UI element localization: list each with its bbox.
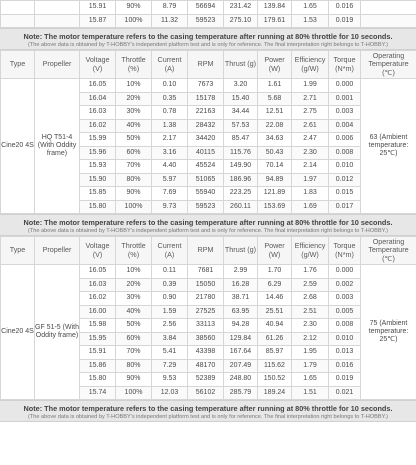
data-cell: 1.95	[292, 346, 329, 360]
data-cell: 40.94	[258, 319, 292, 333]
data-cell: 1.79	[292, 359, 329, 373]
data-cell: 15.91	[80, 346, 116, 360]
data-cell: 20%	[116, 92, 152, 106]
data-cell: 40115	[188, 146, 224, 160]
data-cell: 15.86	[80, 359, 116, 373]
data-cell: 0.019	[329, 373, 361, 387]
data-cell: 0.78	[152, 106, 188, 120]
data-cell: 9.73	[152, 200, 188, 214]
column-header: Power (W)	[258, 51, 292, 79]
note-main-text: Note: The motor temperature refers to the casing temperature after running at 80% throttle for 10 seconds.	[23, 218, 393, 227]
note-banner	[0, 28, 416, 50]
data-cell: 7.29	[152, 359, 188, 373]
column-header: Efficiency (g/W)	[292, 51, 329, 79]
data-cell: 0.006	[329, 133, 361, 147]
data-cell: 22.08	[258, 119, 292, 133]
data-cell: 59523	[188, 14, 224, 28]
data-cell: 0.019	[329, 14, 361, 28]
data-cell: 70%	[116, 160, 152, 174]
data-cell: 0.10	[152, 79, 188, 93]
data-cell: 16.02	[80, 292, 116, 306]
data-cell: 0.005	[329, 305, 361, 319]
data-cell: 16.00	[80, 305, 116, 319]
column-header: Thrust (g)	[224, 237, 258, 265]
column-header: Operating Temperature (℃)	[361, 237, 416, 265]
data-cell: 15.74	[80, 386, 116, 400]
data-cell: 15.99	[80, 133, 116, 147]
data-cell: 15.93	[80, 160, 116, 174]
data-cell: 167.64	[224, 346, 258, 360]
data-cell: 3.84	[152, 332, 188, 346]
data-cell: 61.26	[258, 332, 292, 346]
type-cell: Cine20 4S	[1, 265, 35, 400]
data-cell: 1.70	[258, 265, 292, 279]
data-cell: 1.53	[292, 14, 329, 28]
data-cell: 15178	[188, 92, 224, 106]
column-header: Voltage (V)	[80, 51, 116, 79]
data-cell: 2.68	[292, 292, 329, 306]
data-cell: 15.95	[80, 332, 116, 346]
data-cell: 0.015	[329, 187, 361, 201]
data-cell: 2.61	[292, 119, 329, 133]
header-row	[1, 237, 416, 265]
column-header: Type	[1, 237, 35, 265]
data-cell: 14.46	[258, 292, 292, 306]
data-cell: 15.87	[80, 14, 116, 28]
data-cell: 0.35	[152, 92, 188, 106]
data-cell: 16.04	[80, 92, 116, 106]
data-cell: 2.71	[292, 92, 329, 106]
data-cell: 115.76	[224, 146, 258, 160]
data-cell: 2.14	[292, 160, 329, 174]
data-cell: 0.010	[329, 160, 361, 174]
column-header: Propeller	[35, 51, 80, 79]
column-header: Thrust (g)	[224, 51, 258, 79]
table-row	[1, 265, 416, 279]
data-cell: 50.43	[258, 146, 292, 160]
blank-cell	[35, 1, 80, 15]
data-cell: 15.96	[80, 146, 116, 160]
header-row	[1, 51, 416, 79]
data-cell: 0.004	[329, 119, 361, 133]
data-cell: 0.016	[329, 1, 361, 15]
data-cell: 2.59	[292, 278, 329, 292]
data-cell: 2.99	[224, 265, 258, 279]
data-cell: 16.03	[80, 278, 116, 292]
type-cell: Cine20 4S	[1, 79, 35, 214]
data-cell: 70.14	[258, 160, 292, 174]
data-cell: 5.97	[152, 173, 188, 187]
data-cell: 8.79	[152, 1, 188, 15]
data-cell: 60%	[116, 146, 152, 160]
data-cell: 90%	[116, 187, 152, 201]
data-cell: 2.30	[292, 319, 329, 333]
data-cell: 21780	[188, 292, 224, 306]
table-row	[1, 1, 416, 15]
data-cell: 15.80	[80, 373, 116, 387]
data-cell: 15.90	[80, 173, 116, 187]
propeller-cell: HQ T51-4 (With Oddity frame)	[35, 79, 80, 214]
note-main-text: Note: The motor temperature refers to the casing temperature after running at 80% throttle for 10 seconds.	[23, 32, 393, 41]
data-cell: 15050	[188, 278, 224, 292]
data-cell: 63.95	[224, 305, 258, 319]
data-cell: 153.69	[258, 200, 292, 214]
data-cell: 2.30	[292, 146, 329, 160]
data-cell: 2.17	[152, 133, 188, 147]
data-cell: 40%	[116, 305, 152, 319]
column-header: RPM	[188, 51, 224, 79]
data-cell: 11.32	[152, 14, 188, 28]
data-cell: 3.16	[152, 146, 188, 160]
note-banner	[0, 214, 416, 236]
data-cell: 55940	[188, 187, 224, 201]
data-cell: 129.84	[224, 332, 258, 346]
temperature-cell: 75 (Ambient temperature: 25℃)	[361, 265, 416, 400]
data-cell: 16.05	[80, 79, 116, 93]
top-data-table	[0, 0, 416, 28]
data-cell: 1.65	[292, 1, 329, 15]
data-cell: 1.65	[292, 373, 329, 387]
data-cell: 1.38	[152, 119, 188, 133]
data-cell: 0.002	[329, 278, 361, 292]
data-cell: 0.008	[329, 146, 361, 160]
data-cell: 207.49	[224, 359, 258, 373]
data-cell: 7673	[188, 79, 224, 93]
data-cell: 1.76	[292, 265, 329, 279]
data-cell: 275.10	[224, 14, 258, 28]
data-cell: 115.62	[258, 359, 292, 373]
data-cell: 0.013	[329, 346, 361, 360]
data-cell: 16.02	[80, 119, 116, 133]
column-header: Throttle (%)	[116, 237, 152, 265]
data-cell: 260.11	[224, 200, 258, 214]
note-disclaimer-text: (The above data is obtained by T-HOBBY's independent platform test and is only for reference. The final interpretation right belongs to T-HOBBY.)	[27, 228, 389, 234]
data-cell: 12.51	[258, 106, 292, 120]
data-cell: 70%	[116, 346, 152, 360]
data-cell: 16.05	[80, 265, 116, 279]
data-cell: 50%	[116, 133, 152, 147]
temperature-cell: 63 (Ambient temperature: 25℃)	[361, 79, 416, 214]
data-cell: 0.11	[152, 265, 188, 279]
data-cell: 25.51	[258, 305, 292, 319]
data-cell: 38560	[188, 332, 224, 346]
data-cell: 30%	[116, 106, 152, 120]
data-cell: 22163	[188, 106, 224, 120]
data-cell: 45524	[188, 160, 224, 174]
blank-cell	[361, 1, 416, 15]
data-cell: 0.90	[152, 292, 188, 306]
data-cell: 2.56	[152, 319, 188, 333]
data-cell: 10%	[116, 265, 152, 279]
table-row	[1, 14, 416, 28]
data-cell: 48170	[188, 359, 224, 373]
data-cell: 30%	[116, 292, 152, 306]
data-cell: 85.97	[258, 346, 292, 360]
propeller-cell: GF 51-5 (With Oddity frame)	[35, 265, 80, 400]
note-main-text: Note: The motor temperature refers to the casing temperature after running at 80% throttle for 10 seconds.	[23, 404, 393, 413]
data-cell: 0.003	[329, 106, 361, 120]
column-header: Current (A)	[152, 51, 188, 79]
data-cell: 33113	[188, 319, 224, 333]
column-header: RPM	[188, 237, 224, 265]
data-cell: 9.53	[152, 373, 188, 387]
data-cell: 0.008	[329, 319, 361, 333]
data-cell: 56694	[188, 1, 224, 15]
data-cell: 0.016	[329, 359, 361, 373]
data-cell: 1.69	[292, 200, 329, 214]
data-cell: 2.51	[292, 305, 329, 319]
data-cell: 50%	[116, 319, 152, 333]
data-cell: 34.63	[258, 133, 292, 147]
data-cell: 1.61	[258, 79, 292, 93]
data-cell: 40%	[116, 119, 152, 133]
data-cell: 15.40	[224, 92, 258, 106]
data-cell: 16.03	[80, 106, 116, 120]
data-cell: 0.39	[152, 278, 188, 292]
data-cell: 12.03	[152, 386, 188, 400]
data-cell: 0.000	[329, 265, 361, 279]
data-cell: 7681	[188, 265, 224, 279]
data-cell: 94.28	[224, 319, 258, 333]
blank-cell	[1, 14, 35, 28]
data-cell: 179.61	[258, 14, 292, 28]
data-cell: 223.25	[224, 187, 258, 201]
data-cell: 1.99	[292, 79, 329, 93]
note-disclaimer-text: (The above data is obtained by T-HOBBY's independent platform test and is only for reference. The final interpretation right belongs to T-HOBBY.)	[27, 414, 389, 420]
column-header: Throttle (%)	[116, 51, 152, 79]
column-header: Torque (N*m)	[329, 237, 361, 265]
data-cell: 34.44	[224, 106, 258, 120]
data-cell: 10%	[116, 79, 152, 93]
data-cell: 15.85	[80, 187, 116, 201]
data-cell: 0.010	[329, 332, 361, 346]
data-cell: 2.47	[292, 133, 329, 147]
data-cell: 149.90	[224, 160, 258, 174]
data-cell: 139.84	[258, 1, 292, 15]
data-cell: 186.96	[224, 173, 258, 187]
data-cell: 7.69	[152, 187, 188, 201]
note-disclaimer-text: (The above data is obtained by T-HOBBY's independent platform test and is only for reference. The final interpretation right belongs to T-HOBBY.)	[27, 42, 389, 48]
data-cell: 2.75	[292, 106, 329, 120]
data-cell: 1.97	[292, 173, 329, 187]
data-cell: 0.021	[329, 386, 361, 400]
data-cell: 121.89	[258, 187, 292, 201]
column-header: Operating Temperature (℃)	[361, 51, 416, 79]
table-row	[1, 79, 416, 93]
data-cell: 3.20	[224, 79, 258, 93]
data-cell: 15.98	[80, 319, 116, 333]
data-cell: 52389	[188, 373, 224, 387]
data-cell: 28432	[188, 119, 224, 133]
data-cell: 1.51	[292, 386, 329, 400]
data-table	[0, 236, 416, 400]
data-cell: 80%	[116, 359, 152, 373]
data-cell: 59523	[188, 200, 224, 214]
data-cell: 189.24	[258, 386, 292, 400]
data-cell: 0.003	[329, 292, 361, 306]
blank-cell	[1, 1, 35, 15]
blank-cell	[35, 14, 80, 28]
data-cell: 285.79	[224, 386, 258, 400]
data-cell: 90%	[116, 1, 152, 15]
data-cell: 0.017	[329, 200, 361, 214]
column-header: Torque (N*m)	[329, 51, 361, 79]
column-header: Current (A)	[152, 237, 188, 265]
data-cell: 100%	[116, 200, 152, 214]
data-cell: 56102	[188, 386, 224, 400]
data-cell: 80%	[116, 173, 152, 187]
data-cell: 5.68	[258, 92, 292, 106]
column-header: Propeller	[35, 237, 80, 265]
data-cell: 60%	[116, 332, 152, 346]
data-cell: 1.83	[292, 187, 329, 201]
data-cell: 2.12	[292, 332, 329, 346]
column-header: Voltage (V)	[80, 237, 116, 265]
data-cell: 38.71	[224, 292, 258, 306]
data-cell: 4.40	[152, 160, 188, 174]
data-cell: 15.91	[80, 1, 116, 15]
data-cell: 150.52	[258, 373, 292, 387]
data-cell: 15.80	[80, 200, 116, 214]
column-header: Type	[1, 51, 35, 79]
data-cell: 57.53	[224, 119, 258, 133]
data-cell: 0.001	[329, 92, 361, 106]
data-cell: 1.59	[152, 305, 188, 319]
data-cell: 16.28	[224, 278, 258, 292]
data-cell: 90%	[116, 373, 152, 387]
data-cell: 248.80	[224, 373, 258, 387]
blank-cell	[361, 14, 416, 28]
data-cell: 43398	[188, 346, 224, 360]
data-cell: 34420	[188, 133, 224, 147]
data-cell: 100%	[116, 386, 152, 400]
column-header: Power (W)	[258, 237, 292, 265]
data-cell: 100%	[116, 14, 152, 28]
data-cell: 85.47	[224, 133, 258, 147]
data-cell: 27525	[188, 305, 224, 319]
data-cell: 94.89	[258, 173, 292, 187]
data-cell: 20%	[116, 278, 152, 292]
data-cell: 5.41	[152, 346, 188, 360]
data-cell: 231.42	[224, 1, 258, 15]
data-cell: 0.012	[329, 173, 361, 187]
data-table	[0, 50, 416, 214]
data-cell: 51065	[188, 173, 224, 187]
note-banner	[0, 400, 416, 422]
column-header: Efficiency (g/W)	[292, 237, 329, 265]
data-cell: 6.29	[258, 278, 292, 292]
data-cell: 0.000	[329, 79, 361, 93]
